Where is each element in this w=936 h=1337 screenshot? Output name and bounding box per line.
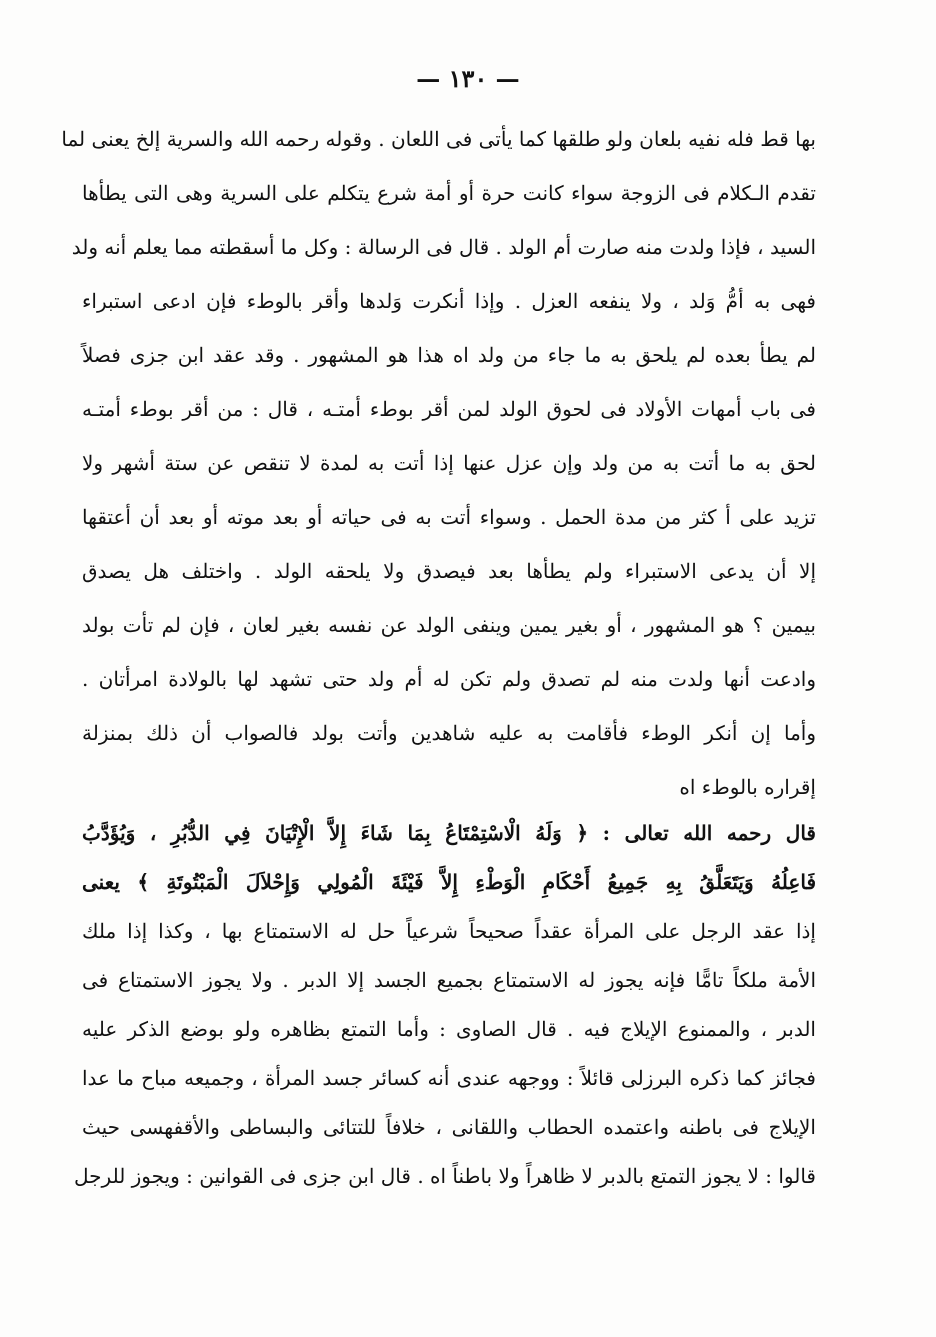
text-line: لحق به ما أتت به من ولد وإن عزل عنها إذا أتت به لمدة لا تنقص عن ستة أشهر ولا bbox=[82, 451, 816, 475]
text-line: فجائز كما ذكره البرزلى قائلاً : ووجهه عندى أنه كسائر جسد المرأة ، وجميعه مباح ما عدا bbox=[82, 1066, 816, 1090]
text-line: إلا أن يدعى الاستبراء ولم يطأها بعد فيصدق ولا يلحقه الولد . واختلف هل يصدق bbox=[82, 559, 816, 583]
paragraph-istimta bbox=[74, 820, 816, 1212]
text-line: الدبر ، والممنوع الإيلاج فيه . قال الصاوى : وأما التمتع بظاهره ولو بوضع الذكر عليه bbox=[82, 1017, 816, 1041]
text-line: قالوا : لا يجوز التمتع بالدبر لا ظاهراً ولا باطناً اه . قال ابن جزى فى القوانين : ويجوز للرجل bbox=[74, 1164, 816, 1188]
paragraph-fiqh-umm-walad bbox=[61, 126, 817, 828]
text-line: وادعت أنها ولدت منه لم تصدق ولم تكن له أم ولد حتى تشهد لها بالولادة امرأتان . bbox=[82, 667, 816, 691]
text-line: الإيلاج فى باطنه واعتمده الحطاب واللقانى ، خلافاً للتتائى والبساطى والأقفهسى حيث bbox=[82, 1115, 816, 1139]
text-line: تزيد على أ كثر من مدة الحمل . وسواء أتت به فى حياته أو بعد موته أو بعد أن أعتقها bbox=[82, 505, 816, 529]
text-line: فى باب أمهات الأولاد فى لحوق الولد لمن أقر بوطء أمتـه ، قال : من أقر بوطء أمتـه bbox=[82, 397, 816, 421]
text-line: تقدم الـكلام فى الزوجة سواء كانت حرة أو أمة شرع يتكلم على السرية وهى التى يطأها bbox=[82, 181, 816, 205]
text-line: إذا عقد الرجل على المرأة عقداً صحيحاً شرعياً حل له الاستمتاع بها ، وكذا إذا ملك bbox=[82, 919, 816, 943]
text-line: وأما إن أنكر الوطء فأقامت به عليه شاهدين وأتت بولد فالصواب أن ذلك بمنزلة bbox=[82, 721, 817, 745]
quoted-text-line: فَاعِلُهُ وَيَتَعَلَّقُ بِهِ جَمِيعُ أَحْكَامِ الْوَطْءِ إِلاَّ فَيْئَةَ الْمُولِي وَإِحْلاَلَ الْمَبْتُوتَةِ ﴾ يعنى bbox=[82, 870, 816, 894]
text-line: لم يطأ بعده لم يلحق به ما جاء من ولد اه هذا هو المشهور . وقد عقد ابن جزى فصلاً bbox=[82, 343, 816, 367]
page-number: — ١٣٠ — bbox=[416, 64, 520, 93]
text-line: فهى به أمُّ وَلد ، ولا ينفعه العزل . وإذا أنكرت وَلدها وأقر بالوطء فإن ادعى استبراء bbox=[82, 289, 816, 313]
text-line: إقراره بالوطء اه bbox=[679, 775, 816, 799]
text-line: الأمة ملكاً تامًّا فإنه يجوز له الاستمتاع بجميع الجسد إلا الدبر . ولا يجوز الاستمتاع فى bbox=[82, 968, 816, 992]
text-line: السيد ، فإذا ولدت منه صارت أم الولد . قال فى الرسالة : وكل ما أسقطته مما يعلم أنه ولد bbox=[71, 235, 816, 259]
quoted-text-line: قال رحمه الله تعالى : ﴿ وَلَهُ الْاسْتِمْتَاعُ بِمَا شَاءَ إِلاَّ الْإِتْيَانَ فِي الدُّبُرِ ، وَيُؤَدَّبُ bbox=[82, 821, 816, 845]
text-line: بها قط فله نفيه بلعان ولو طلقها كما يأتى فى اللعان . وقوله رحمه الله والسرية إلخ يعنى لما bbox=[61, 127, 816, 151]
text-line: بيمين ؟ هو المشهور ، أو بغير يمين وينفى الولد عن نفسه بغير لعان ، فإن لم تأت بولد bbox=[82, 613, 816, 637]
